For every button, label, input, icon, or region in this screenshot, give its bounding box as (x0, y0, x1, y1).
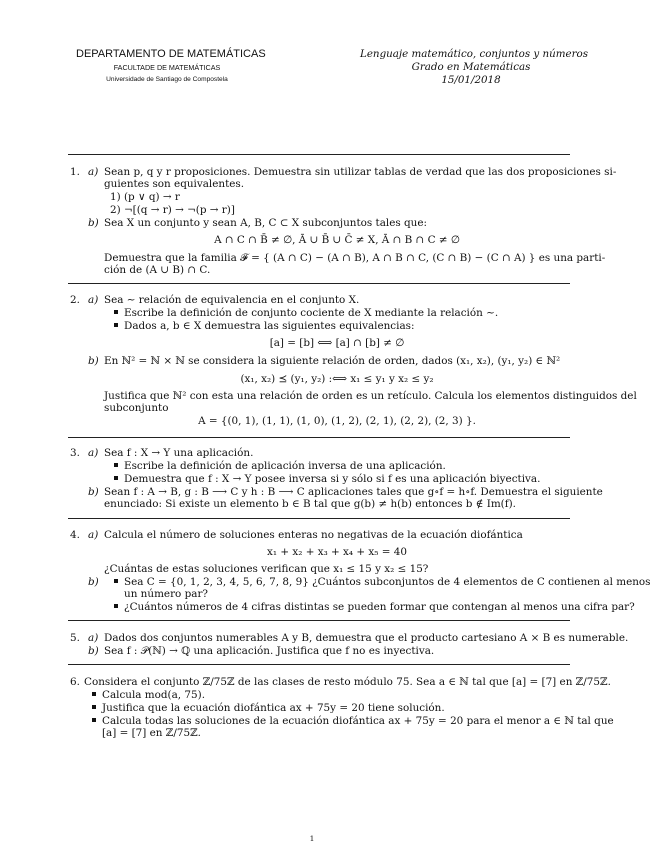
page-number: 1 (309, 834, 315, 843)
q3-a-label: a) (88, 447, 99, 459)
q1-item-1: 1) (p ∨ q) → r (110, 191, 180, 203)
q1-b-text2: Demuestra que la familia 𝓕 = { (A ∩ C) − (A ∩ B), A ∩ B ∩ C, (C ∩ B) − (C ∩ A) } es una parti- (104, 252, 606, 264)
q1-b-label: b) (88, 217, 99, 229)
q1-b-text: Sea X un conjunto y sean A, B, C ⊂ X subconjuntos tales que: (104, 217, 428, 229)
q1-a-text: Sean p, q y r proposiciones. Demuestra sin utilizar tablas de verdad que las dos proposiciones si- (104, 166, 617, 178)
q4-number: 4. (70, 529, 80, 541)
q5-a-label: a) (88, 632, 99, 644)
q6-bullet-2: Justifica que la ecuación diofántica ax + 75y = 20 tiene solución. (92, 702, 445, 714)
q2-b-text3: subconjunto (104, 402, 169, 414)
bullet-icon (92, 705, 96, 709)
q3-b-label: b) (88, 486, 99, 498)
q4-bullet-1: Sea C = {0, 1, 2, 3, 4, 5, 6, 7, 8, 9} ¿Cuántos subconjuntos de 4 elementos de C contienen al menos (114, 576, 651, 588)
q6-bullet-1: Calcula mod(a, 75). (92, 689, 205, 701)
q2-a-text: Sea ∼ relación de equivalencia en el conjunto X. (104, 294, 360, 306)
separator (68, 154, 570, 155)
q3-number: 3. (70, 447, 80, 459)
q1-item-2: 2) ¬[(q → r) → ¬(p → r)] (110, 204, 235, 216)
q1-a-label: a) (88, 166, 99, 178)
q1-b-formula: A ∩ C ∩ B̄ ≠ ∅, Ā ∪ B̄ ∪ C̄ ≠ X, Ā ∩ B ∩ C ≠ ∅ (214, 234, 460, 246)
q2-a-label: a) (88, 294, 99, 306)
q2-formula-1: [a] = [b] ⟺ [a] ∩ [b] ≠ ∅ (269, 337, 405, 349)
q6-bullet-3: Calcula todas las soluciones de la ecuación diofántica ax + 75y = 20 para el menor a ∈ ℕ tal que (92, 715, 614, 727)
q2-b-label: b) (88, 355, 99, 367)
q1-a-text2: guientes son equivalentes. (104, 178, 245, 190)
separator (68, 283, 570, 284)
separator (68, 437, 570, 438)
bullet-icon (114, 310, 118, 314)
q5-b-label: b) (88, 645, 99, 657)
separator (68, 518, 570, 519)
exam-date: 15/01/2018 (441, 74, 501, 86)
university-name: Universidade de Santiago de Compostela (106, 76, 228, 83)
q5-a-text: Dados dos conjuntos numerables A y B, demuestra que el producto cartesiano A × B es numerable. (104, 632, 629, 644)
bullet-icon (114, 463, 118, 467)
department-title: DEPARTAMENTO DE MATEMÁTICAS (76, 48, 266, 60)
bullet-icon (114, 476, 118, 480)
q4-bullet-1b: un número par? (124, 588, 208, 600)
separator (68, 620, 570, 621)
q3-a-text: Sea f : X → Y una aplicación. (104, 447, 254, 459)
q2-b-text: En ℕ² = ℕ × ℕ se considera la siguiente relación de orden, dados (x₁, x₂), (y₁, y₂) ∈ ℕ² (104, 355, 561, 367)
q6-text: Considera el conjunto ℤ/75ℤ de las clases de resto módulo 75. Sea a ∈ ℕ tal que [a] = [7] en ℤ/75ℤ. (84, 676, 611, 688)
q5-b-text: Sea f : 𝒫(ℕ) → ℚ una aplicación. Justifica que f no es inyectiva. (104, 645, 435, 657)
q2-formula-2: (x₁, x₂) ⪯ (y₁, y₂) :⟺ x₁ ≤ y₁ y x₂ ≤ y₂ (240, 373, 434, 385)
q2-bullet-2: Dados a, b ∈ X demuestra las siguientes equivalencias: (114, 320, 414, 332)
q6-number: 6. (70, 676, 80, 688)
separator (68, 664, 570, 665)
q4-formula: x₁ + x₂ + x₃ + x₄ + x₅ = 40 (267, 546, 407, 558)
q2-bullet-1: Escribe la definición de conjunto cociente de X mediante la relación ∼. (114, 307, 498, 319)
q3-bullet-1: Escribe la definición de aplicación inversa de una aplicación. (114, 460, 446, 472)
bullet-icon (114, 323, 118, 327)
q4-b-label: b) (88, 576, 99, 588)
bullet-icon (114, 604, 118, 608)
bullet-icon (92, 718, 96, 722)
q1-b-text3: ción de (A ∪ B) ∩ C. (104, 264, 211, 276)
q6-bullet-3b: [a] = [7] en ℤ/75ℤ. (102, 727, 201, 739)
q4-a-label: a) (88, 529, 99, 541)
faculty-name: FACULTADE DE MATEMÁTICAS (113, 63, 221, 72)
q2-number: 2. (70, 294, 80, 306)
q5-number: 5. (70, 632, 80, 644)
bullet-icon (92, 692, 96, 696)
q4-bullet-2: ¿Cuántos números de 4 cifras distintas se pueden formar que contengan al menos una cifra par? (114, 601, 635, 613)
q4-a-text: Calcula el número de soluciones enteras no negativas de la ecuación diofántica (104, 529, 523, 541)
q2-b-text2: Justifica que ℕ² con esta una relación de orden es un retículo. Calcula los elementos distinguidos del (104, 390, 637, 402)
bullet-icon (114, 579, 118, 583)
course-title: Lenguaje matemático, conjuntos y números (360, 48, 589, 60)
q2-formula-3: A = {(0, 1), (1, 1), (1, 0), (1, 2), (2, 1), (2, 2), (2, 3) }. (198, 415, 476, 427)
q3-b-text2: enunciado: Si existe un elemento b ∈ B tal que g(b) ≠ h(b) entonces b ∉ Im(f). (104, 498, 516, 510)
q3-bullet-2: Demuestra que f : X → Y posee inversa si y sólo si f es una aplicación biyectiva. (114, 473, 540, 485)
degree-name: Grado en Matemáticas (411, 61, 531, 73)
q3-b-text: Sean f : A → B, g : B ⟶ C y h : B ⟶ C aplicaciones tales que g∘f = h∘f. Demuestra el siguiente (104, 486, 603, 498)
q1-number: 1. (70, 166, 80, 178)
q4-a-text2: ¿Cuántas de estas soluciones verifican que x₁ ≤ 15 y x₂ ≤ 15? (104, 563, 429, 575)
